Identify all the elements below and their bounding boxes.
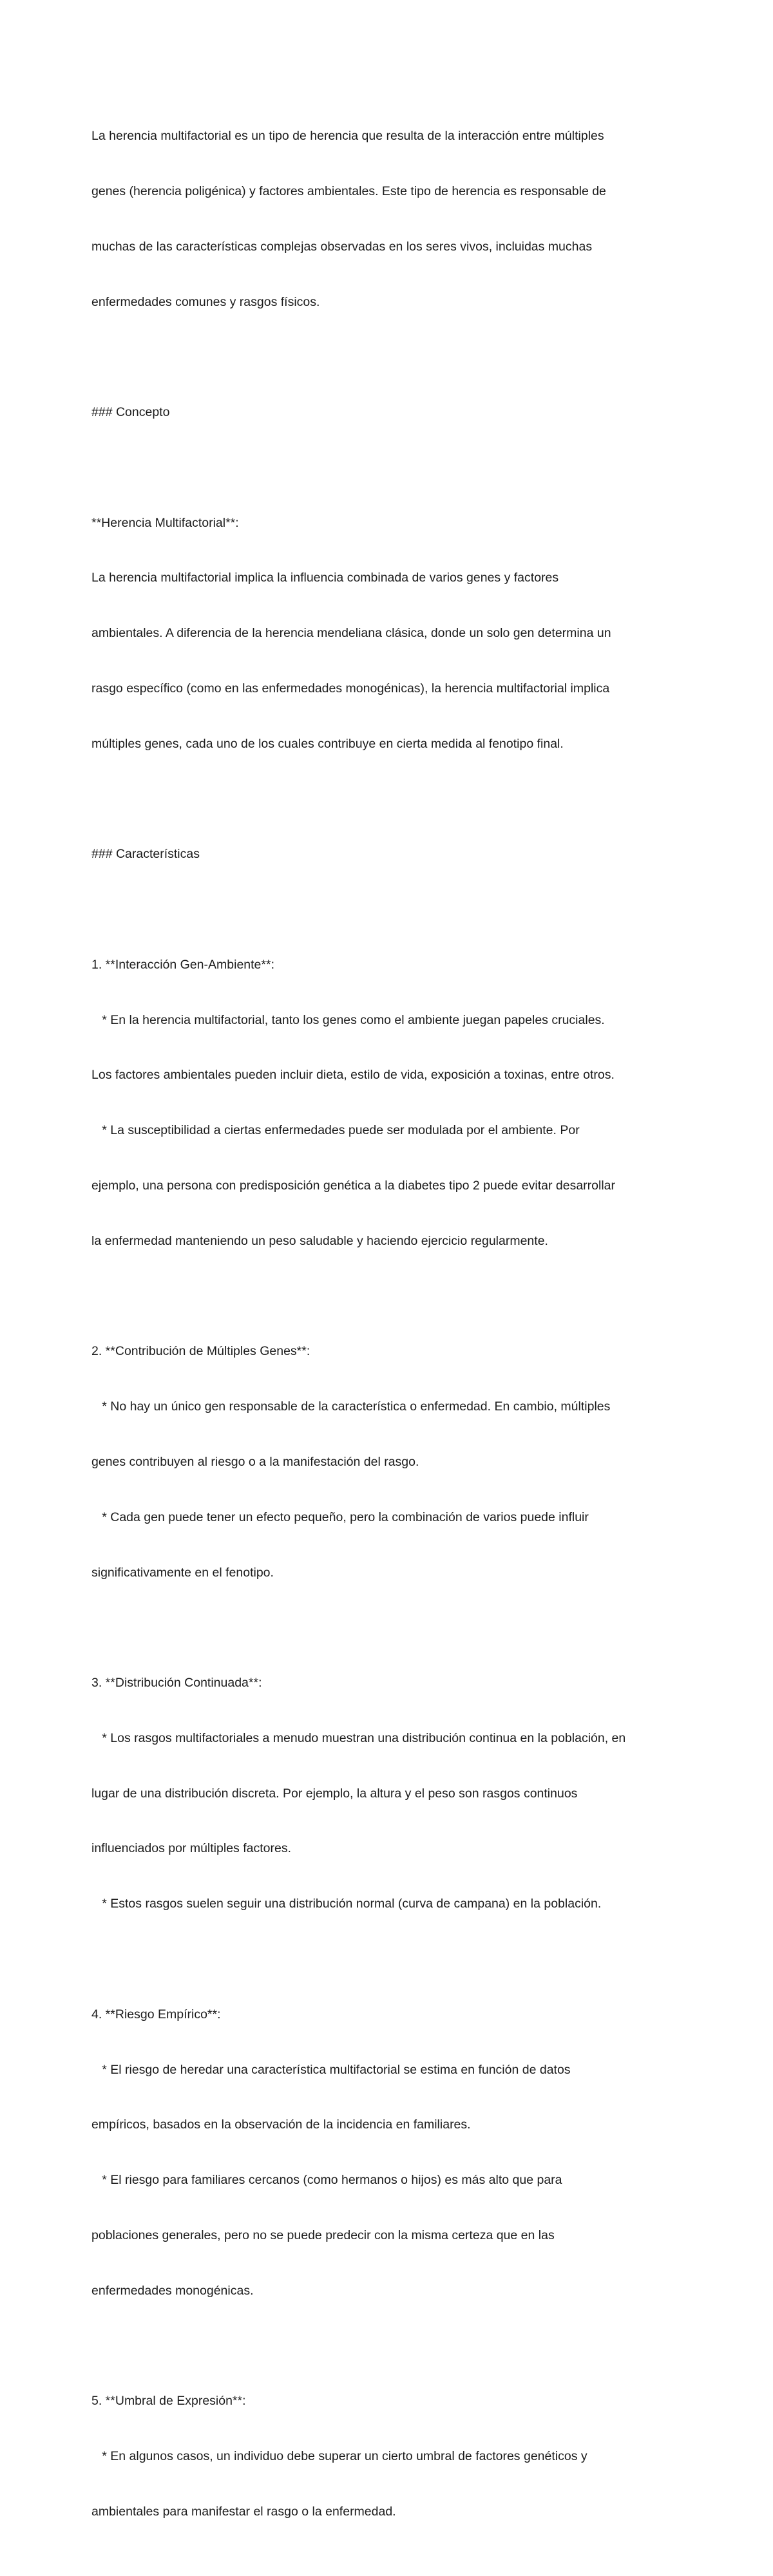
text-line: * Estos rasgos suelen seguir una distribución normal (curva de campana) en la población.: [91, 1897, 602, 1911]
document-page: [91, 90, 691, 2576]
text-line: lugar de una distribución discreta. Por ejemplo, la altura y el peso son rasgos continuos: [91, 1786, 578, 1801]
text-line: rasgo específico (como en las enfermedades monogénicas), la herencia multifactorial implica: [91, 681, 610, 696]
text-line: significativamente en el fenotipo.: [91, 1565, 274, 1580]
concepto-paragraph: [91, 477, 691, 790]
section-heading: ### Concepto: [91, 405, 170, 420]
list-item-title: 1. **Interacción Gen-Ambiente**:: [91, 957, 274, 972]
text-line: * El riesgo de heredar una característica multifactorial se estima en función de datos: [91, 2062, 571, 2077]
list-item-2: [91, 1305, 691, 1618]
list-item-4: [91, 1969, 691, 2337]
text-line: * El riesgo para familiares cercanos (como hermanos o hijos) es más alto que para: [91, 2173, 562, 2188]
text-line: genes contribuyen al riesgo o a la manifestación del rasgo.: [91, 1454, 419, 1469]
text-line: muchas de las características complejas observadas en los seres vivos, incluidas muchas: [91, 239, 593, 254]
text-line: La herencia multifactorial es un tipo de herencia que resulta de la interacción entre múltiples: [91, 129, 604, 144]
text-line: múltiples genes, cada uno de los cuales contribuye en cierta medida al fenotipo final.: [91, 736, 564, 751]
heading-concepto: [91, 366, 691, 459]
text-line: ejemplo, una persona con predisposición genética a la diabetes tipo 2 puede evitar desarrollar: [91, 1179, 616, 1193]
text-line: empíricos, basados en la observación de la incidencia en familiares.: [91, 2117, 471, 2132]
text-line: ambientales para manifestar el rasgo o la enfermedad.: [91, 2504, 396, 2519]
list-item-title: 4. **Riesgo Empírico**:: [91, 2007, 221, 2022]
list-item-1: [91, 919, 691, 1287]
text-line: ambientales. A diferencia de la herencia mendeliana clásica, donde un solo gen determina un: [91, 626, 611, 641]
text-line: * En algunos casos, un individuo debe superar un cierto umbral de factores genéticos y: [91, 2449, 587, 2463]
text-line: Los factores ambientales pueden incluir dieta, estilo de vida, exposición a toxinas, entre otros.: [91, 1068, 615, 1083]
text-line: La herencia multifactorial implica la influencia combinada de varios genes y factores: [91, 571, 559, 585]
text-line: * En la herencia multifactorial, tanto los genes como el ambiente juegan papeles cruciales.: [91, 1012, 605, 1027]
text-line: * La susceptibilidad a ciertas enfermedades puede ser modulada por el ambiente. Por: [91, 1123, 580, 1138]
text-line: **Herencia Multifactorial**:: [91, 515, 239, 530]
list-item-title: 2. **Contribución de Múltiples Genes**:: [91, 1344, 310, 1359]
text-line: enfermedades comunes y rasgos físicos.: [91, 294, 320, 309]
text-line: la enfermedad manteniendo un peso saludable y haciendo ejercicio regularmente.: [91, 1233, 548, 1248]
text-line: * Cada gen puede tener un efecto pequeño, pero la combinación de varios puede influir: [91, 1510, 589, 1524]
section-heading: ### Características: [91, 847, 200, 862]
text-line: influenciados por múltiples factores.: [91, 1841, 291, 1856]
list-item-3: [91, 1637, 691, 1950]
text-line: genes (herencia poligénica) y factores ambientales. Este tipo de herencia es responsable de: [91, 184, 606, 198]
text-line: * Los rasgos multifactoriales a menudo muestran una distribución continua en la población, en: [91, 1730, 626, 1745]
text-line: * No hay un único gen responsable de la característica o enfermedad. En cambio, múltiples: [91, 1399, 611, 1414]
list-item-title: 5. **Umbral de Expresión**:: [91, 2394, 246, 2409]
text-line: enfermedades monogénicas.: [91, 2283, 254, 2298]
list-item-5: [91, 2355, 691, 2558]
list-item-title: 3. **Distribución Continuada**:: [91, 1676, 262, 1690]
text-line: poblaciones generales, pero no se puede predecir con la misma certeza que en las: [91, 2228, 555, 2242]
heading-caracteristicas: [91, 808, 691, 900]
intro-paragraph: [91, 90, 691, 348]
